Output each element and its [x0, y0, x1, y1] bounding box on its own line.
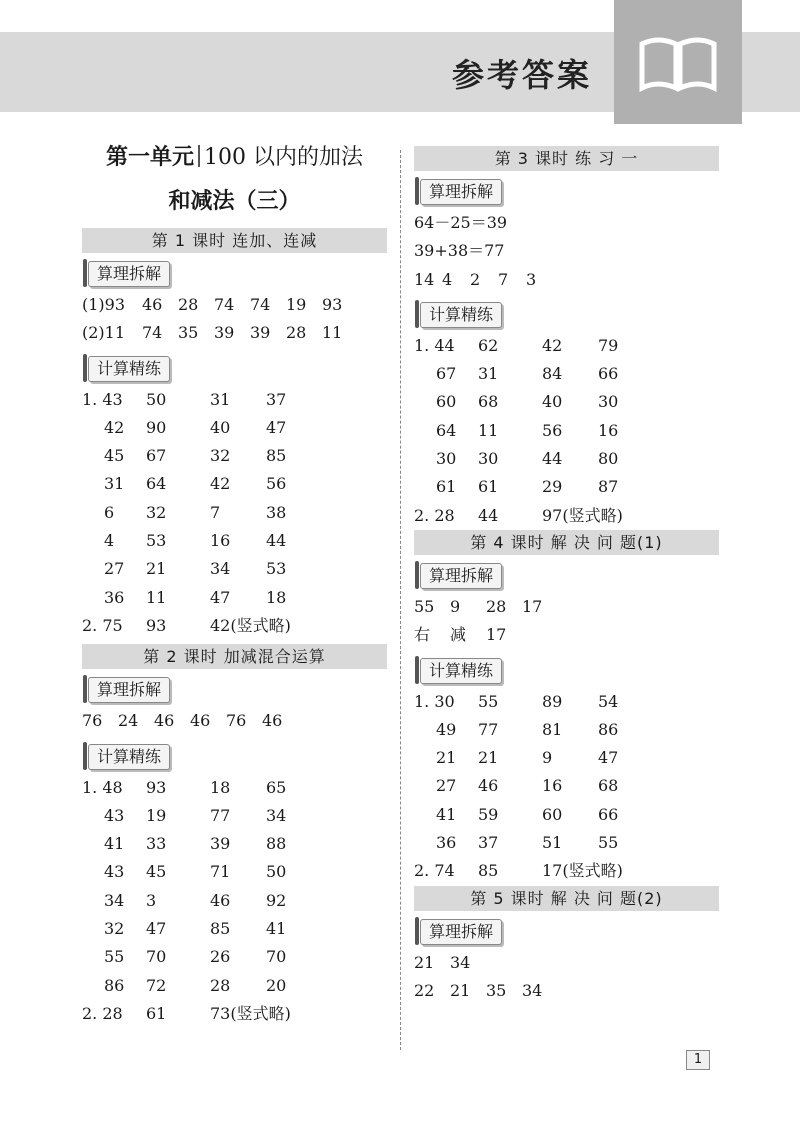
answer-line: 1. 43 50 31 37 — [82, 389, 287, 409]
answer-line: 1. 48 93 18 65 — [82, 777, 287, 797]
unit-topic: 100 以内的加法 — [204, 145, 363, 170]
analysis-tag: 算理拆解 — [420, 563, 502, 589]
answer-line: 2. 74 85 17(竖式略) — [414, 861, 623, 881]
answer-line: 27 46 16 68 — [436, 776, 619, 796]
answer-line: 32 47 85 41 — [104, 919, 287, 939]
answer-line: 64 11 56 16 — [436, 420, 619, 440]
lesson-4-analysis — [414, 593, 719, 650]
answer-line: 21 21 9 47 — [436, 748, 619, 768]
answer-line: 22 21 35 34 — [414, 980, 543, 1000]
equation-line: 64－25＝39 — [414, 213, 508, 232]
answer-line: 55 70 26 70 — [104, 947, 287, 967]
answer-line: 2. 28 44 97(竖式略) — [414, 505, 623, 525]
practice-tag: 计算精练 — [88, 744, 170, 770]
unit-title-line2: 和减法（三） — [168, 189, 301, 214]
answer-line: 36 37 51 55 — [436, 833, 619, 853]
answer-line: 45 67 32 85 — [104, 446, 287, 466]
answer-line: 60 68 40 30 — [436, 392, 619, 412]
book-icon-box — [614, 0, 742, 124]
answer-line: 4 53 16 44 — [104, 531, 287, 551]
lesson-1-analysis — [82, 291, 387, 348]
practice-tag: 计算精练 — [420, 658, 502, 684]
answer-line: 34 3 46 92 — [104, 890, 287, 910]
lesson-2-analysis — [82, 707, 387, 735]
open-book-icon — [638, 36, 718, 92]
answer-line: 30 30 44 80 — [436, 449, 619, 469]
answer-line: 2. 75 93 42(竖式略) — [82, 615, 291, 635]
analysis-tag: 算理拆解 — [420, 919, 502, 945]
lesson-4-header: 第 4 课时 解 决 问 题(1) — [414, 530, 719, 555]
page-title: 参考答案 — [451, 56, 592, 94]
answer-line: 21 34 — [414, 952, 471, 972]
answer-line: 6 32 7 38 — [104, 502, 287, 522]
answer-line: 1. 30 55 89 54 — [414, 691, 619, 711]
answer-line: (1)93 46 28 74 74 19 93 — [82, 295, 343, 314]
page-number: 1 — [686, 1050, 710, 1070]
lesson-5-analysis — [414, 949, 719, 1006]
lesson-2-header: 第 2 课时 加减混合运算 — [82, 644, 387, 669]
answer-line: 36 11 47 18 — [104, 587, 287, 607]
answer-line: 76 24 46 46 76 46 — [82, 711, 283, 731]
answer-line: 43 45 71 50 — [104, 862, 287, 882]
practice-tag: 计算精练 — [88, 356, 170, 382]
analysis-tag: 算理拆解 — [420, 179, 502, 205]
answer-line: 61 61 29 87 — [436, 477, 619, 497]
answer-line: 49 77 81 86 — [436, 719, 619, 739]
answer-line: 41 33 39 88 — [104, 834, 287, 854]
lesson-1-header: 第 1 课时 连加、连减 — [82, 228, 387, 253]
answer-line: 2. 28 61 73(竖式略) — [82, 1003, 291, 1023]
lesson-3-practice — [414, 332, 719, 530]
answer-line: 右 减 17 — [414, 625, 507, 645]
left-column — [82, 140, 387, 1028]
lesson-4-practice — [414, 688, 719, 886]
answer-line: (2)11 74 35 39 39 28 11 — [82, 323, 343, 343]
answer-line: 43 19 77 34 — [104, 805, 287, 825]
right-column — [414, 146, 719, 1005]
answer-line: 31 64 42 56 — [104, 474, 287, 494]
column-divider — [400, 150, 401, 1050]
answer-line: 42 90 40 47 — [104, 417, 287, 437]
lesson-1-practice — [82, 386, 387, 641]
title-separator — [198, 145, 200, 167]
lesson-5-header: 第 5 课时 解 决 问 题(2) — [414, 886, 719, 911]
answer-line: 86 72 28 20 — [104, 975, 287, 995]
lesson-2-practice — [82, 774, 387, 1029]
equation-line: 39+38＝77 — [414, 241, 505, 261]
lesson-3-header: 第 3 课时 练 习 一 — [414, 146, 719, 171]
analysis-tag: 算理拆解 — [88, 677, 170, 703]
answer-line: 27 21 34 53 — [104, 559, 287, 579]
answer-line: 1. 44 62 42 79 — [414, 335, 619, 355]
unit-title-line1 — [82, 140, 387, 176]
analysis-tag: 算理拆解 — [88, 261, 170, 287]
lesson-3-analysis — [414, 209, 719, 294]
unit-number: 第一单元 — [105, 145, 194, 170]
answer-line: 41 59 60 66 — [436, 804, 619, 824]
answer-line: 55 9 28 17 — [414, 596, 543, 616]
answer-line: 14 4 2 7 3 — [414, 269, 537, 289]
practice-tag: 计算精练 — [420, 302, 502, 328]
answer-line: 67 31 84 66 — [436, 364, 619, 384]
